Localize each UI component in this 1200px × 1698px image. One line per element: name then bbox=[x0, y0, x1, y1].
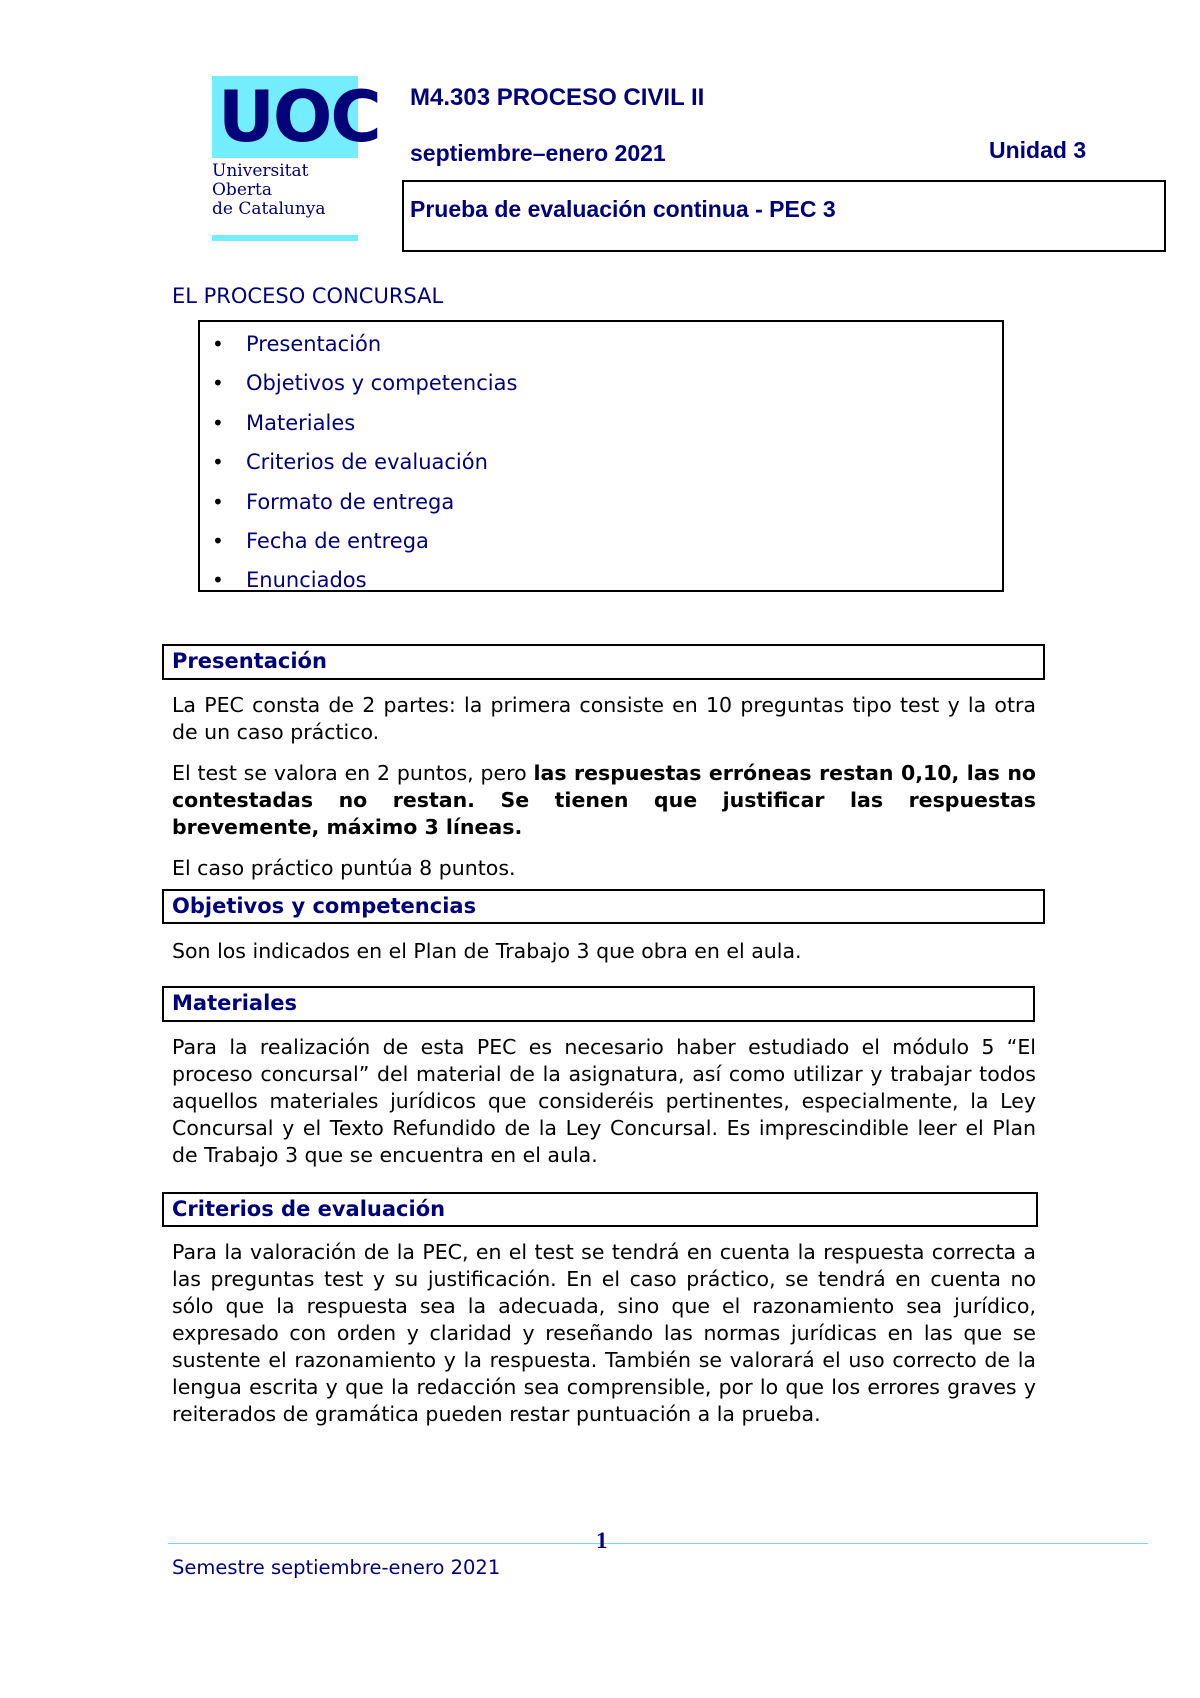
uoc-logo bbox=[212, 76, 380, 242]
document-heading: EL PROCESO CONCURSAL bbox=[172, 284, 444, 308]
logo-underline bbox=[212, 235, 358, 241]
bullet-icon: • bbox=[212, 568, 224, 593]
logo-mark: UOC bbox=[218, 76, 380, 158]
footer-divider bbox=[168, 1543, 1148, 1544]
bullet-icon: • bbox=[212, 528, 224, 553]
logo-line-2: Oberta bbox=[212, 180, 272, 200]
presentacion-paragraph-2 bbox=[172, 760, 1036, 841]
toc-item-label: Materiales bbox=[246, 410, 356, 435]
period-label: septiembre–enero 2021 bbox=[410, 140, 666, 166]
bullet-icon: • bbox=[212, 489, 224, 514]
section-header-presentacion: Presentación bbox=[162, 644, 1045, 680]
toc-item-label: Fecha de entrega bbox=[246, 528, 429, 553]
materiales-paragraph-1: Para la realización de esta PEC es necesario haber estudiado el módulo 5 “El proceso concursal” del material de la asignatura, así como utilizar y trabajar todos aquellos materiales jurídicos que consideréis pertinentes, especialmente, la Ley Concursal y el Texto Refundido de la Ley Concursal. Es imprescindible leer el Plan de Trabajo 3 que se encuentra en el aula. bbox=[172, 1035, 1036, 1167]
course-title: M4.303 PROCESO CIVIL II bbox=[410, 84, 705, 111]
bullet-icon: • bbox=[212, 410, 224, 435]
table-of-contents bbox=[198, 320, 1004, 592]
section-header-materiales: Materiales bbox=[162, 986, 1035, 1022]
section-header-objetivos: Objetivos y competencias bbox=[162, 889, 1045, 924]
logo-line-1: Universitat bbox=[212, 161, 309, 181]
toc-item-label: Enunciados bbox=[246, 568, 367, 593]
page-number: 1 bbox=[596, 1528, 608, 1553]
toc-item-label: Objetivos y competencias bbox=[246, 371, 518, 396]
bullet-icon: • bbox=[212, 371, 224, 396]
presentacion-p2-plain: El test se valora en 2 puntos, pero bbox=[172, 761, 534, 785]
pec-title: Prueba de evaluación continua - PEC 3 bbox=[410, 196, 836, 222]
presentacion-paragraph-3: El caso práctico puntúa 8 puntos. bbox=[172, 856, 516, 880]
toc-item-label: Criterios de evaluación bbox=[246, 450, 488, 475]
toc-item-label: Presentación bbox=[246, 332, 382, 356]
section-header-criterios: Criterios de evaluación bbox=[162, 1192, 1038, 1227]
toc-item-label: Formato de entrega bbox=[246, 489, 455, 514]
objetivos-paragraph-1: Son los indicados en el Plan de Trabajo 3 que obra en el aula. bbox=[172, 939, 802, 963]
criterios-paragraph-1: Para la valoración de la PEC, en el test se tendrá en cuenta la respuesta correcta a las preguntas test y su justificación. En el caso práctico, se tendrá en cuenta no sólo que la respuesta sea la adecuada, sino que el razonamiento sea jurídico, expresado con orden y claridad y reseñando las normas jurídicas en las que se sustente el razonamiento y la respuesta. También se valorará el uso correcto de la lengua escrita y que la redacción sea comprensible, por lo que los errores graves y reiterados de gramática pueden restar puntuación a la prueba. bbox=[172, 1240, 1036, 1426]
footer-text: Semestre septiembre-enero 2021 bbox=[172, 1556, 501, 1579]
presentacion-paragraph-1: La PEC consta de 2 partes: la primera consiste en 10 preguntas tipo test y la otra de un caso práctico. bbox=[172, 693, 1036, 744]
presentacion-p2-bold: las respuestas erróneas restan 0,10, las no contestadas no restan. Se tienen que justificar las respuestas brevemente, máximo 3 líneas. bbox=[172, 761, 1036, 839]
bullet-icon: • bbox=[212, 450, 224, 475]
logo-text bbox=[212, 162, 326, 219]
logo-line-3: de Catalunya bbox=[212, 199, 326, 219]
bullet-icon: • bbox=[212, 332, 224, 356]
unit-label: Unidad 3 bbox=[989, 137, 1087, 163]
